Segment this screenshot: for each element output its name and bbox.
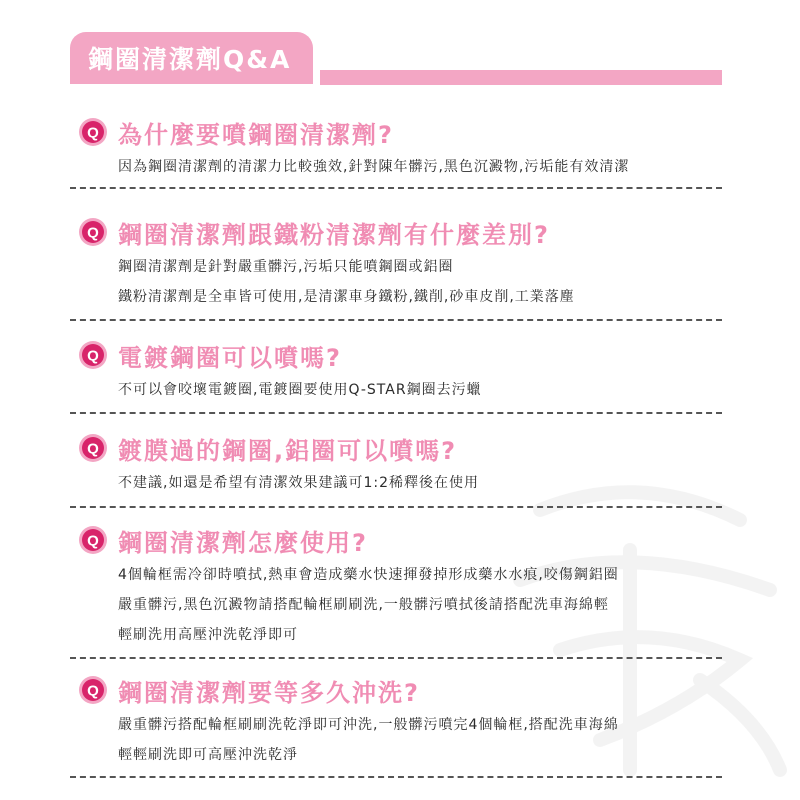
qa-item <box>78 520 723 650</box>
page-title: 鋼圈清潔劑Q&A <box>88 45 292 74</box>
q-badge-icon <box>78 675 108 705</box>
qa-item <box>78 212 723 312</box>
answer-line: 鋼圈清潔劑是針對嚴重髒污,污垢只能噴鋼圈或鋁圈 <box>118 259 454 275</box>
answer-line: 輕輕刷洗即可高壓沖洗乾淨 <box>118 747 298 763</box>
answer-line: 不建議,如還是希望有清潔效果建議可1:2稀釋後在使用 <box>118 475 479 491</box>
divider <box>70 319 722 321</box>
answer-line: 鐵粉清潔劑是全車皆可使用,是清潔車身鐵粉,鐵削,砂車皮削,工業落塵 <box>118 289 575 305</box>
question-title: 鍍膜過的鋼圈,鋁圈可以噴嗎? <box>118 436 458 465</box>
answer-line: 4個輪框需冷卻時噴拭,熱車會造成藥水快速揮發掉形成藥水水痕,咬傷鋼鋁圈 <box>118 567 619 583</box>
q-badge-icon <box>78 340 108 370</box>
divider <box>70 412 722 414</box>
svg-text:Q: Q <box>87 682 99 700</box>
answer-line: 嚴重髒污搭配輪框刷刷洗乾淨即可沖洗,一般髒污噴完4個輪框,搭配洗車海綿 <box>118 717 619 733</box>
svg-text:Q: Q <box>87 124 99 142</box>
divider <box>70 776 722 778</box>
divider <box>70 657 722 659</box>
answer-line: 因為鋼圈清潔劑的清潔力比較強效,針對陳年髒污,黑色沉澱物,污垢能有效清潔 <box>118 159 630 175</box>
answer-line: 不可以會咬壞電鍍圈,電鍍圈要使用Q-STAR鋼圈去污蠟 <box>118 382 482 398</box>
qa-item <box>78 670 723 770</box>
answer-line: 輕刷洗用高壓沖洗乾淨即可 <box>118 627 298 643</box>
header-bar <box>320 70 722 85</box>
q-badge-icon <box>78 217 108 247</box>
divider <box>70 187 722 189</box>
qa-item <box>78 335 723 405</box>
svg-text:Q: Q <box>87 532 99 550</box>
svg-text:Q: Q <box>87 224 99 242</box>
question-title: 鋼圈清潔劑怎麼使用? <box>118 528 368 557</box>
q-badge-icon <box>78 525 108 555</box>
qa-item <box>78 428 723 498</box>
question-title: 鋼圈清潔劑要等多久沖洗? <box>118 678 420 707</box>
svg-text:Q: Q <box>87 440 99 458</box>
page-header <box>70 30 722 88</box>
question-title: 鋼圈清潔劑跟鐵粉清潔劑有什麼差別? <box>118 220 550 249</box>
qa-item <box>78 112 723 182</box>
svg-text:Q: Q <box>87 347 99 365</box>
question-title: 電鍍鋼圈可以噴嗎? <box>118 343 342 372</box>
divider <box>70 506 722 508</box>
answer-line: 嚴重髒污,黑色沉澱物請搭配輪框刷刷洗,一般髒污噴拭後請搭配洗車海綿輕 <box>118 597 609 613</box>
q-badge-icon <box>78 433 108 463</box>
question-title: 為什麼要噴鋼圈清潔劑? <box>118 120 394 149</box>
header-tab <box>70 32 313 84</box>
q-badge-icon <box>78 117 108 147</box>
